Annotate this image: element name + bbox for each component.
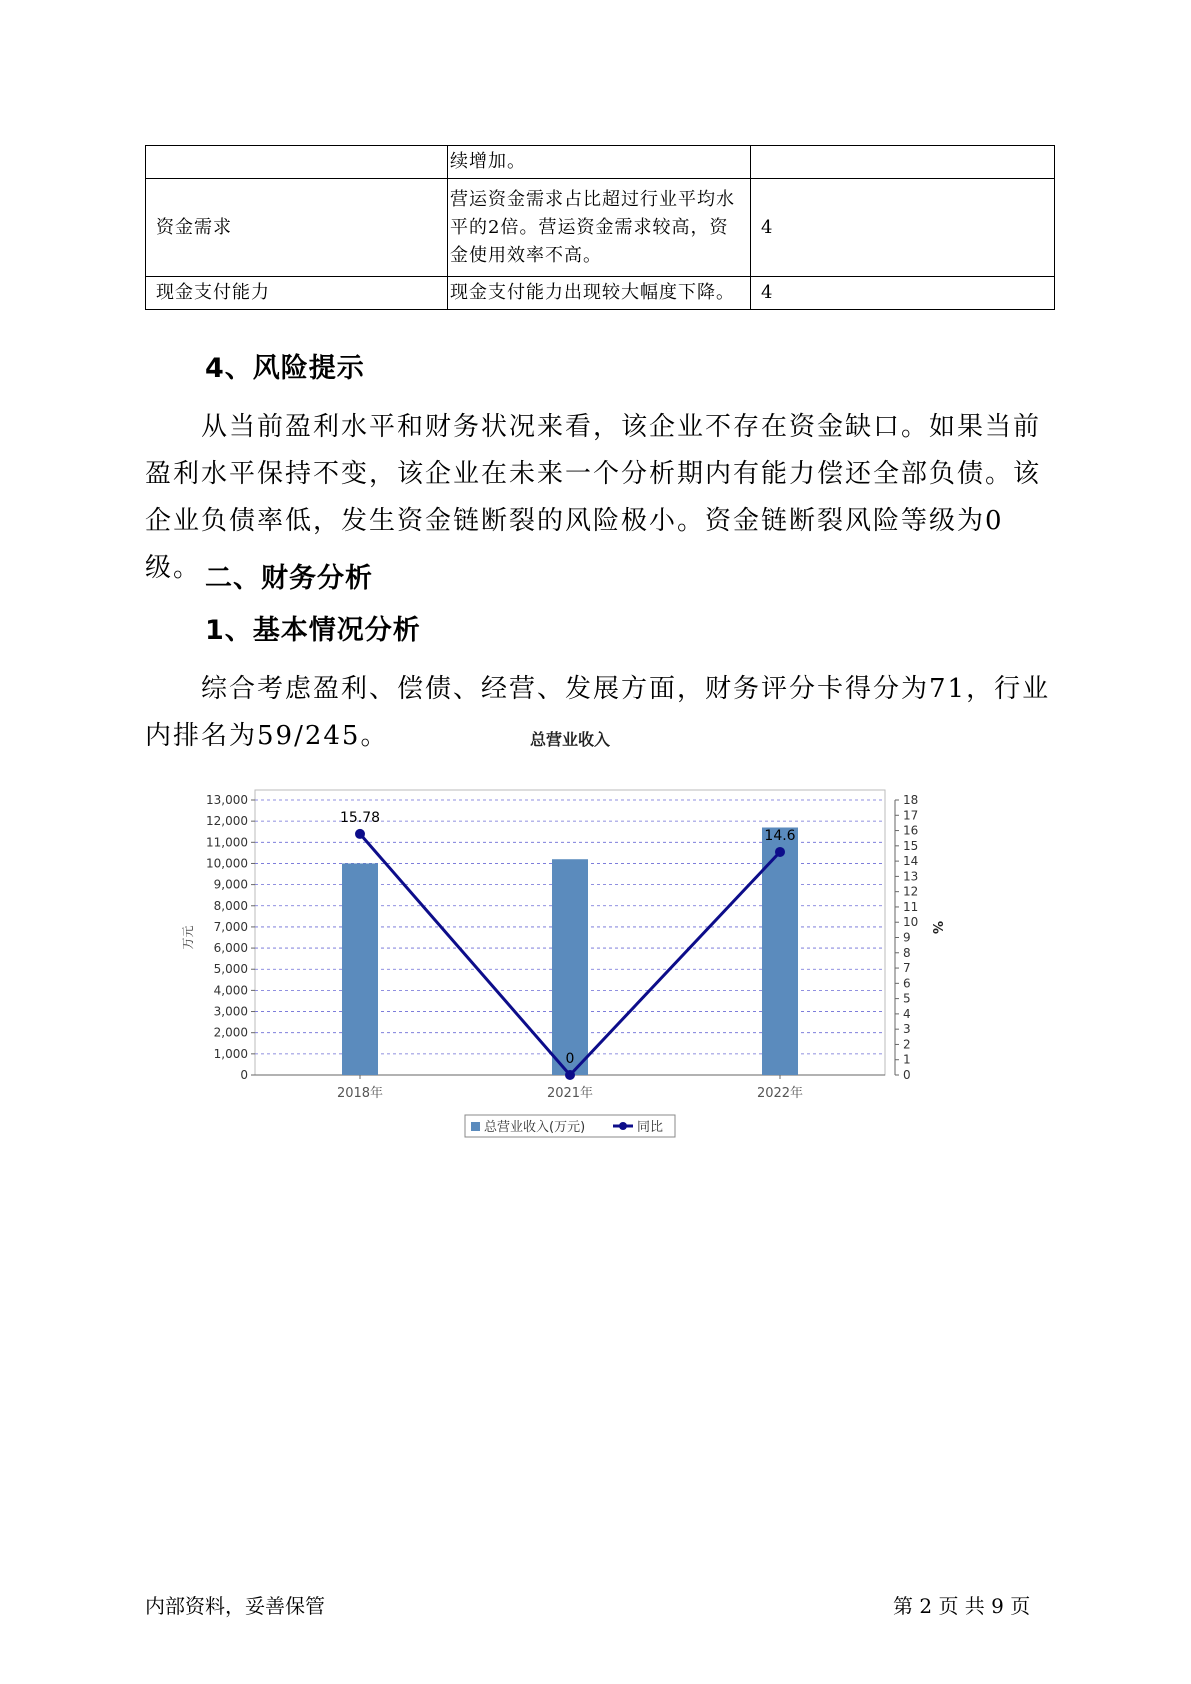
y-tick-label: 6,000 <box>213 941 248 956</box>
revenue-chart <box>180 730 1020 1240</box>
y2-tick-label: 2 <box>903 1037 911 1052</box>
footer-page-number: 第 2 页 共 9 页 <box>893 1594 1031 1618</box>
yoy-data-label: 15.78 <box>339 809 381 826</box>
y2-tick-label: 3 <box>903 1022 911 1037</box>
x-tick-label: 2021年 <box>546 1086 594 1101</box>
y-tick-label: 2,000 <box>213 1025 248 1040</box>
y-tick-label: 5,000 <box>213 962 248 977</box>
y2-tick-label: 11 <box>903 899 919 914</box>
yoy-point <box>355 829 365 839</box>
legend-line-marker <box>619 1122 627 1130</box>
y-tick-label: 0 <box>240 1068 248 1082</box>
y2-tick-label: 15 <box>903 838 919 853</box>
y2-tick-label: 18 <box>903 793 919 807</box>
table-row <box>146 146 1055 179</box>
table-cell-item: 资金需求 <box>146 179 448 277</box>
table-row <box>146 277 1055 310</box>
y2-tick-label: 14 <box>903 854 919 869</box>
y2-tick-label: 9 <box>903 930 911 945</box>
y-tick-label: 10,000 <box>206 856 248 871</box>
basic-analysis-paragraph: 综合考虑盈利、偿债、经营、发展方面，财务评分卡得分为71，行业内排名为59/245。 <box>145 674 1051 751</box>
y2-tick-label: 12 <box>903 884 919 899</box>
y2-tick-label: 17 <box>903 808 919 823</box>
risk-paragraph: 从当前盈利水平和财务状况来看，该企业不存在资金缺口。如果当前盈利水平保持不变，该企业在未来一个分析期内有能力偿还全部负债。该企业负债率低，发生资金链断裂的风险极小。资金链断裂风险等级为0级。 <box>145 412 1042 583</box>
table-cell-description: 现金支付能力出现较大幅度下降。 <box>448 277 751 310</box>
chart-title: 总营业收入 <box>529 730 611 749</box>
x-tick-label: 2018年 <box>336 1086 384 1101</box>
legend-bar-swatch <box>471 1122 480 1131</box>
table-row <box>146 179 1055 277</box>
y-tick-label: 8,000 <box>213 898 248 913</box>
bar-2018 <box>342 863 378 1075</box>
y-tick-label: 9,000 <box>213 877 248 892</box>
y-axis-label: 万元 <box>181 925 195 950</box>
y2-tick-label: 7 <box>903 961 911 976</box>
table-cell-description: 续增加。 <box>448 146 751 179</box>
y2-tick-label: 6 <box>903 976 911 991</box>
risk-heading: 4、风险提示 <box>205 353 365 384</box>
table-cell-score: 4 <box>751 179 1055 277</box>
y-tick-label: 3,000 <box>213 1004 248 1019</box>
yoy-point <box>775 847 785 857</box>
yoy-point <box>565 1070 575 1080</box>
y-tick-label: 1,000 <box>213 1046 248 1061</box>
table-cell-item <box>146 146 448 179</box>
y2-tick-label: 10 <box>903 915 919 930</box>
y2-tick-label: 16 <box>903 823 919 838</box>
y-tick-label: 11,000 <box>206 835 248 850</box>
y2-tick-label: 0 <box>903 1068 911 1082</box>
table-cell-item: 现金支付能力 <box>146 277 448 310</box>
y-tick-label: 4,000 <box>213 983 248 998</box>
y2-tick-label: 13 <box>903 869 919 884</box>
y-tick-label: 7,000 <box>213 919 248 934</box>
y2-tick-label: 4 <box>903 1006 911 1021</box>
basic-analysis-heading: 1、基本情况分析 <box>205 615 421 646</box>
y2-axis-label: % <box>929 920 944 935</box>
finance-heading: 二、财务分析 <box>205 563 373 594</box>
y2-tick-label: 5 <box>903 991 911 1006</box>
table-cell-score: 4 <box>751 277 1055 310</box>
y-tick-label: 13,000 <box>206 793 248 807</box>
legend-line-label: 同比 <box>637 1120 664 1135</box>
y2-tick-label: 8 <box>903 945 911 960</box>
footer-confidential: 内部资料，妥善保管 <box>145 1594 325 1618</box>
yoy-data-label: 0 <box>565 1051 575 1067</box>
y-tick-label: 12,000 <box>206 814 248 829</box>
yoy-data-label: 14.6 <box>764 827 796 844</box>
risk-table <box>145 145 1055 310</box>
legend-bar-label: 总营业收入(万元) <box>484 1120 586 1135</box>
table-cell-score <box>751 146 1055 179</box>
table-cell-description: 营运资金需求占比超过行业平均水平的2倍。营运资金需求较高，资金使用效率不高。 <box>448 179 751 277</box>
bar-2021 <box>552 859 588 1075</box>
x-tick-label: 2022年 <box>756 1086 804 1101</box>
y2-tick-label: 1 <box>903 1052 911 1067</box>
